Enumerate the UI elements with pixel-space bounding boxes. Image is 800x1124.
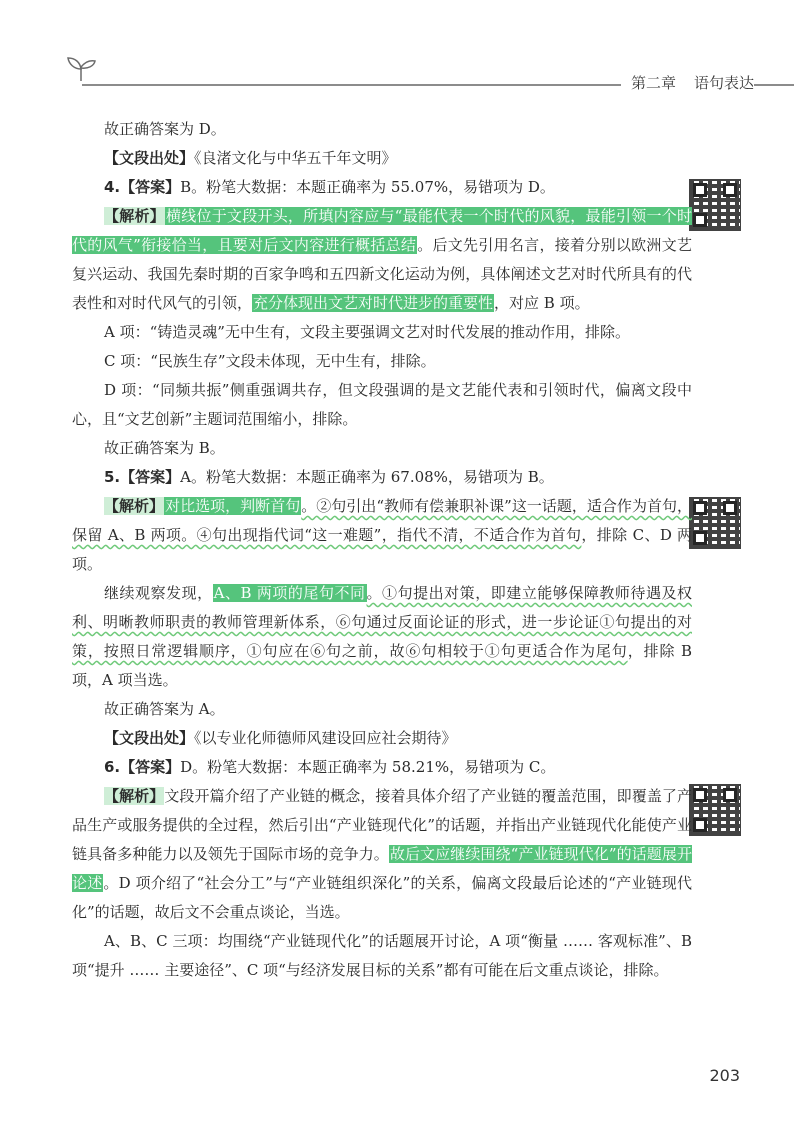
paragraph: 继续观察发现，A、B 两项的尾句不同。①句提出对策，即建立能够保障教师待遇及权利、明晰教师职责的教师管理新体系，⑥句通过反面论证的形式，进一步论证①句提出的对策，按照日常逻辑顺序，①句应在⑥句之前，故⑥句相较于①句更适合作为尾句，排除 B 项，A 项当选。 (72, 584, 692, 689)
paragraph: C 项：“民族生存”文段未体现，无中生有，排除。 (104, 352, 436, 370)
chapter-heading (621, 71, 754, 93)
paragraph: A 项：“铸造灵魂”无中生有，文段主要强调文艺对时代发展的推动作用，排除。 (104, 323, 630, 341)
sprout-icon (64, 54, 98, 82)
paragraph: 故正确答案为 A。 (104, 700, 225, 718)
paragraph: 6.【答案】D。粉笔大数据：本题正确率为 58.21%，易错项为 C。 (104, 758, 556, 776)
qr-code-q6[interactable] (689, 784, 741, 836)
paragraph: 5.【答案】A。粉笔大数据：本题正确率为 67.08%，易错项为 B。 (104, 468, 554, 486)
paragraph: 【解析】文段开篇介绍了产业链的概念，接着具体介绍了产业链的覆盖范围，即覆盖了产品生产或服务提供的全过程，然后引出“产业链现代化”的话题，并指出产业链现代化能使产业链具备多种能力以及领先于国际市场的竞争力。故后文应继续围绕“产业链现代化”的话题展开论述。D 项介绍了“社会分工”与“产业链组织深化”的关系，偏离文段最后论述的“产业链现代化”的话题，故后文不会重点谈论，当选。 (72, 787, 692, 921)
paragraph: 【解析】横线位于文段开头，所填内容应与“最能代表一个时代的风貌，最能引领一个时代的风气”衔接恰当，且要对后文内容进行概括总结。后文先引用名言，接着分别以欧洲文艺复兴运动、我国先秦时期的百家争鸣和五四新文化运动为例，具体阐述文艺对时代所具有的代表性和对时代风气的引领，充分体现出文艺对时代进步的重要性，对应 B 项。 (72, 207, 692, 312)
paragraph: 【文段出处】《以专业化师德师风建设回应社会期待》 (104, 729, 457, 747)
chapter-title: 语句表达 (693, 73, 754, 92)
paragraph: 【解析】对比选项，判断首句。②句引出“教师有偿兼职补课”这一话题，适合作为首句，保留 A、B 两项。④句出现指代词“这一难题”，指代不清，不适合作为首句，排除 C、D 两项。 (72, 497, 692, 573)
paragraph: D 项：“同频共振”侧重强调共存，但文段强调的是文艺能代表和引领时代，偏离文段中心，且“文艺创新”主题词范围缩小，排除。 (72, 381, 692, 428)
page-header (0, 0, 800, 100)
qr-code-q5[interactable] (689, 497, 741, 549)
paragraph: A、B、C 三项：均围绕“产业链现代化”的话题展开讨论，A 项“衡量 …… 客观标准”、B 项“提升 …… 主要途径”、C 项“与经济发展目标的关系”都有可能在后文重点谈论，排除。 (72, 932, 692, 979)
chapter-number: 第二章 (630, 73, 676, 92)
page-number: 203 (709, 1066, 740, 1085)
qr-code-q4[interactable] (689, 179, 741, 231)
paragraph: 故正确答案为 B。 (104, 439, 225, 457)
paragraph: 4.【答案】B。粉笔大数据：本题正确率为 55.07%，易错项为 D。 (104, 178, 555, 196)
paragraph: 【文段出处】《良渚文化与中华五千年文明》 (104, 149, 397, 167)
answer-explanations (72, 115, 692, 985)
paragraph: 故正确答案为 D。 (104, 120, 226, 138)
